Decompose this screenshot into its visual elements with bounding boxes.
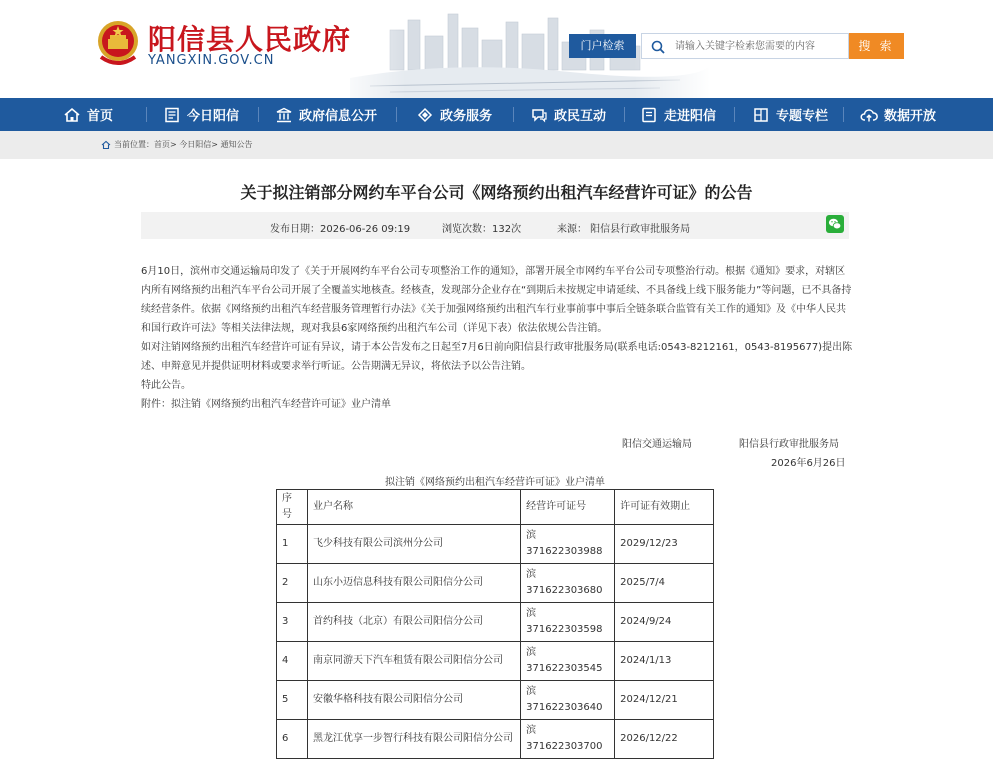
signer-transport: 阳信交通运输局: [622, 439, 692, 450]
article-source: 来源： 阳信县行政审批服务局: [557, 224, 691, 235]
nav-item-special-topics[interactable]: [752, 98, 828, 131]
cell-license: 滨371622303545: [521, 642, 615, 681]
article-body: [141, 262, 853, 414]
cell-license: 滨371622303640: [521, 681, 615, 720]
sign-date: 2026年6月26日: [771, 458, 846, 469]
paragraph: 6月10日，滨州市交通运输局印发了《关于开展网约车平台公司专项整治工作的通知》，部署开展全市网约车平台公司专项整治行动。根据《通知》要求，对辖区内所有网络预约出租汽车平台公司开展了全覆盖实地核查。经核查，发现部分企业存在“到期后未按规定申请延续、不具备线上线下服务能力”等问题，已不具备持续经营条件。依据《网络预约出租汽车经营服务管理暂行办法》《关于加强网络预约出租汽车行业事前事中事后全链条联合监管有关工作的通知》及《中华人民共和国行政许可法》等相关法律法规，现对我县6家网络预约出租汽车公司（详见下表）依法依规公告注销。: [141, 266, 852, 334]
attachment-note: 附件：拟注销《网络预约出租汽车经营许可证》业户清单: [141, 399, 391, 410]
wechat-share-icon[interactable]: [826, 215, 844, 233]
chat-icon: [530, 106, 548, 124]
publish-date: 发布日期：2026-06-26 09:19: [270, 224, 411, 235]
cell-index: 4: [277, 642, 308, 681]
table-caption: 拟注销《网络预约出租汽车经营许可证》业户清单: [385, 477, 605, 488]
government-building-icon: [275, 106, 293, 124]
cell-index: 1: [277, 525, 308, 564]
nav-item-about-yangxin[interactable]: [640, 98, 716, 131]
column-header: 经营许可证号: [521, 490, 615, 525]
nav-label: 数据开放: [884, 109, 937, 124]
site-header: [0, 0, 993, 98]
nav-divider: [396, 107, 397, 122]
signer-approval: 阳信县行政审批服务局: [739, 439, 839, 450]
cell-company: 山东小迈信息科技有限公司阳信分公司: [307, 564, 520, 603]
nav-label: 专题专栏: [776, 109, 829, 124]
nav-item-gov-services[interactable]: [416, 98, 492, 131]
cell-company: 黑龙江优享一步智行科技有限公司阳信分公司: [307, 720, 520, 759]
cell-expiry: 2024/1/13: [615, 642, 714, 681]
nav-divider: [258, 107, 259, 122]
breadcrumb: [101, 139, 253, 150]
search-icon: [651, 40, 665, 54]
table-row: [277, 564, 714, 603]
site-domain: YANGXIN.GOV.CN: [148, 53, 275, 68]
portal-search-button[interactable]: 门户检索: [569, 34, 636, 58]
cell-index: 2: [277, 564, 308, 603]
nav-divider: [513, 107, 514, 122]
cell-expiry: 2024/9/24: [615, 603, 714, 642]
paragraph: 特此公告。: [141, 380, 191, 391]
table-header-row: [277, 490, 714, 525]
nav-item-gov-info[interactable]: [275, 98, 377, 131]
newspaper-icon: [163, 106, 181, 124]
column-icon: [752, 106, 770, 124]
cell-license: 滨371622303988: [521, 525, 615, 564]
cell-expiry: 2024/12/21: [615, 681, 714, 720]
cell-company: 安徽华格科技有限公司阳信分公司: [307, 681, 520, 720]
search-input[interactable]: [675, 34, 847, 58]
column-header: 许可证有效期止: [615, 490, 714, 525]
cell-license: 滨371622303680: [521, 564, 615, 603]
home-icon: [63, 106, 81, 124]
column-header: 业户名称: [307, 490, 520, 525]
nav-item-interaction[interactable]: [530, 98, 606, 131]
cell-license: 滨371622303700: [521, 720, 615, 759]
cloud-upload-icon: [860, 106, 878, 124]
table-row: [277, 642, 714, 681]
national-emblem-logo: [95, 17, 141, 69]
nav-divider: [146, 107, 147, 122]
cell-license: 滨371622303598: [521, 603, 615, 642]
breadcrumb-bar: [0, 131, 993, 159]
breadcrumb-text[interactable]: 当前位置：首页> 今日阳信> 通知公告: [114, 140, 253, 149]
cell-index: 6: [277, 720, 308, 759]
cell-expiry: 2026/12/22: [615, 720, 714, 759]
nav-label: 今日阳信: [187, 109, 240, 124]
nav-label: 政府信息公开: [299, 109, 378, 124]
cell-index: 5: [277, 681, 308, 720]
table-row: [277, 720, 714, 759]
site-name[interactable]: 阳信县人民政府: [148, 23, 352, 56]
view-count: 浏览次数：132次: [442, 224, 522, 235]
cell-company: 首约科技（北京）有限公司阳信分公司: [307, 603, 520, 642]
nav-divider: [734, 107, 735, 122]
search-box: [641, 33, 849, 59]
article-meta: [141, 212, 849, 239]
nav-divider: [843, 107, 844, 122]
cell-company: 飞少科技有限公司滨州分公司: [307, 525, 520, 564]
search-button[interactable]: 搜 索: [849, 33, 904, 59]
service-icon: [416, 106, 434, 124]
main-nav: [0, 98, 993, 131]
table-row: [277, 525, 714, 564]
table-row: [277, 681, 714, 720]
nav-label: 走进阳信: [664, 109, 717, 124]
nav-item-open-data[interactable]: [860, 98, 936, 131]
paragraph: 如对注销网络预约出租汽车经营许可证有异议，请于本公告发布之日起至7月6日前向阳信县行政审批服务局(联系电话:0543-8212161，0543-8195677)提出陈述、申辩意见并提供证明材料或要求举行听证。公告期满无异议，将依法予以公告注销。: [141, 342, 853, 372]
article-title: 关于拟注销部分网约车平台公司《网络预约出租汽车经营许可证》的公告: [240, 183, 753, 202]
home-icon: [101, 140, 111, 150]
nav-label: 政民互动: [554, 109, 607, 124]
cell-index: 3: [277, 603, 308, 642]
column-header: 序号: [277, 490, 308, 525]
table-row: [277, 603, 714, 642]
cell-expiry: 2029/12/23: [615, 525, 714, 564]
license-table: [276, 489, 714, 759]
cell-expiry: 2025/7/4: [615, 564, 714, 603]
book-icon: [640, 106, 658, 124]
nav-label: 政务服务: [440, 109, 493, 124]
nav-item-home[interactable]: [63, 98, 113, 131]
cell-company: 南京同游天下汽车租赁有限公司阳信分公司: [307, 642, 520, 681]
nav-label: 首页: [87, 109, 114, 124]
nav-item-today-yangxin[interactable]: [163, 98, 239, 131]
nav-divider: [624, 107, 625, 122]
